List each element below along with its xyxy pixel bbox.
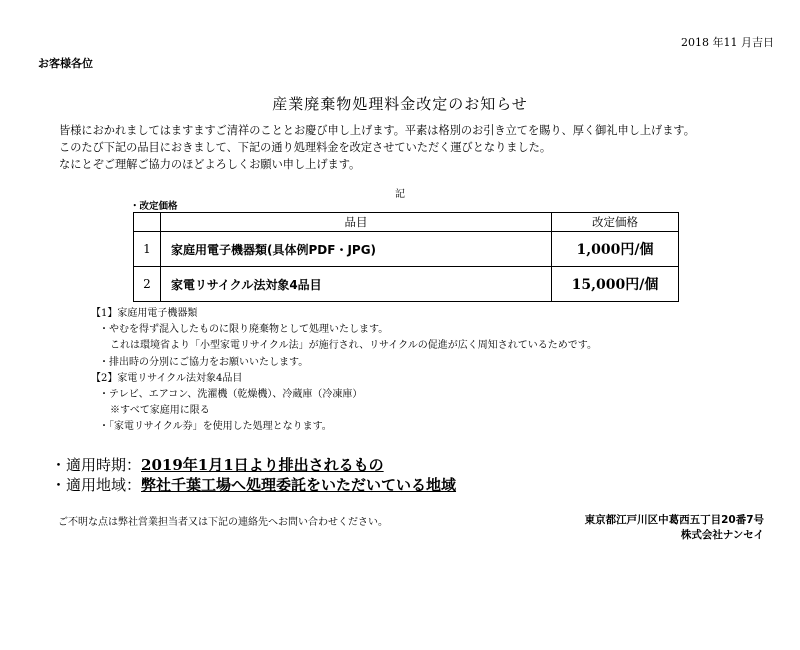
term-area [51,475,456,495]
term-period [51,455,456,475]
ki-mark: 記 [395,189,405,200]
row-number: 1 [134,232,161,267]
note-section-title: 【2】家電リサイクル法対象4品目 [91,372,243,384]
row-price: 15,000円/個 [552,267,679,302]
table-row [134,267,679,302]
note-section-title: 【1】家庭用電子機器類 [91,308,198,319]
note-line: ・排出時の分別にご協力をお願いいたします。 [99,356,309,368]
terms-block [51,455,456,495]
intro-line: 皆様におかれましてはますますご清祥のこととお慶び申し上げます。平素は格別のお引き立てを賜り、厚く御礼申し上げます。 [59,124,695,137]
price-table [133,212,679,302]
note-line: ・「家電リサイクル券」を使用した処理となります。 [99,421,332,433]
company-info [585,513,764,543]
row-price: 1,000円/個 [552,232,679,267]
document-title: 産業廃棄物処理料金改定のお知らせ [272,95,528,113]
note-line: ※すべて家庭用に限る [110,405,210,417]
intro-paragraph [59,122,695,173]
contact-note: ご不明な点は弊社営業担当者又は下記の連絡先へお問い合わせください。 [58,517,388,528]
table-header-price: 改定価格 [552,213,679,232]
note-line: ・やむを得ず混入したものに限り廃棄物として処理いたします。 [99,324,389,336]
table-header-row [134,213,679,232]
company-name: 株式会社ナンセイ [680,529,764,541]
intro-line: なにとぞご理解ご協力のほどよろしくお願い申し上げます。 [59,158,361,171]
note-line: これは環境省より「小型家電リサイクル法」が施行され、リサイクルの促進が広く周知されているためです。 [110,340,597,352]
term-area-label: ・適用地域： [51,476,142,494]
term-period-value: 2019年1月1日より排出されるもの [141,456,384,474]
row-number: 2 [134,267,161,302]
notes-block [91,306,597,436]
row-item: 家電リサイクル法対象4品目 [161,267,552,302]
intro-line: このたび下記の品目におきまして、下記の通り処理料金を改定させていただく運びとなりました。 [59,141,552,154]
row-item: 家庭用電子機器類(具体例PDF・JPG) [161,232,552,267]
table-row [134,232,679,267]
company-address: 東京都江戸川区中葛西五丁目20番7号 [584,514,764,526]
addressee: お客様各位 [38,57,93,70]
term-period-label: ・適用時期： [51,456,142,474]
table-header-item: 品目 [161,213,552,232]
note-line: ・テレビ、エアコン、洗濯機（乾燥機）、冷蔵庫（冷凍庫） [99,389,363,401]
term-area-value: 弊社千葉工場へ処理委託をいただいている地域 [141,476,457,494]
price-section-label: ・改定価格 [130,201,178,212]
document-date: 2018 年11 月吉日 [681,36,774,49]
table-header-number [134,213,161,232]
